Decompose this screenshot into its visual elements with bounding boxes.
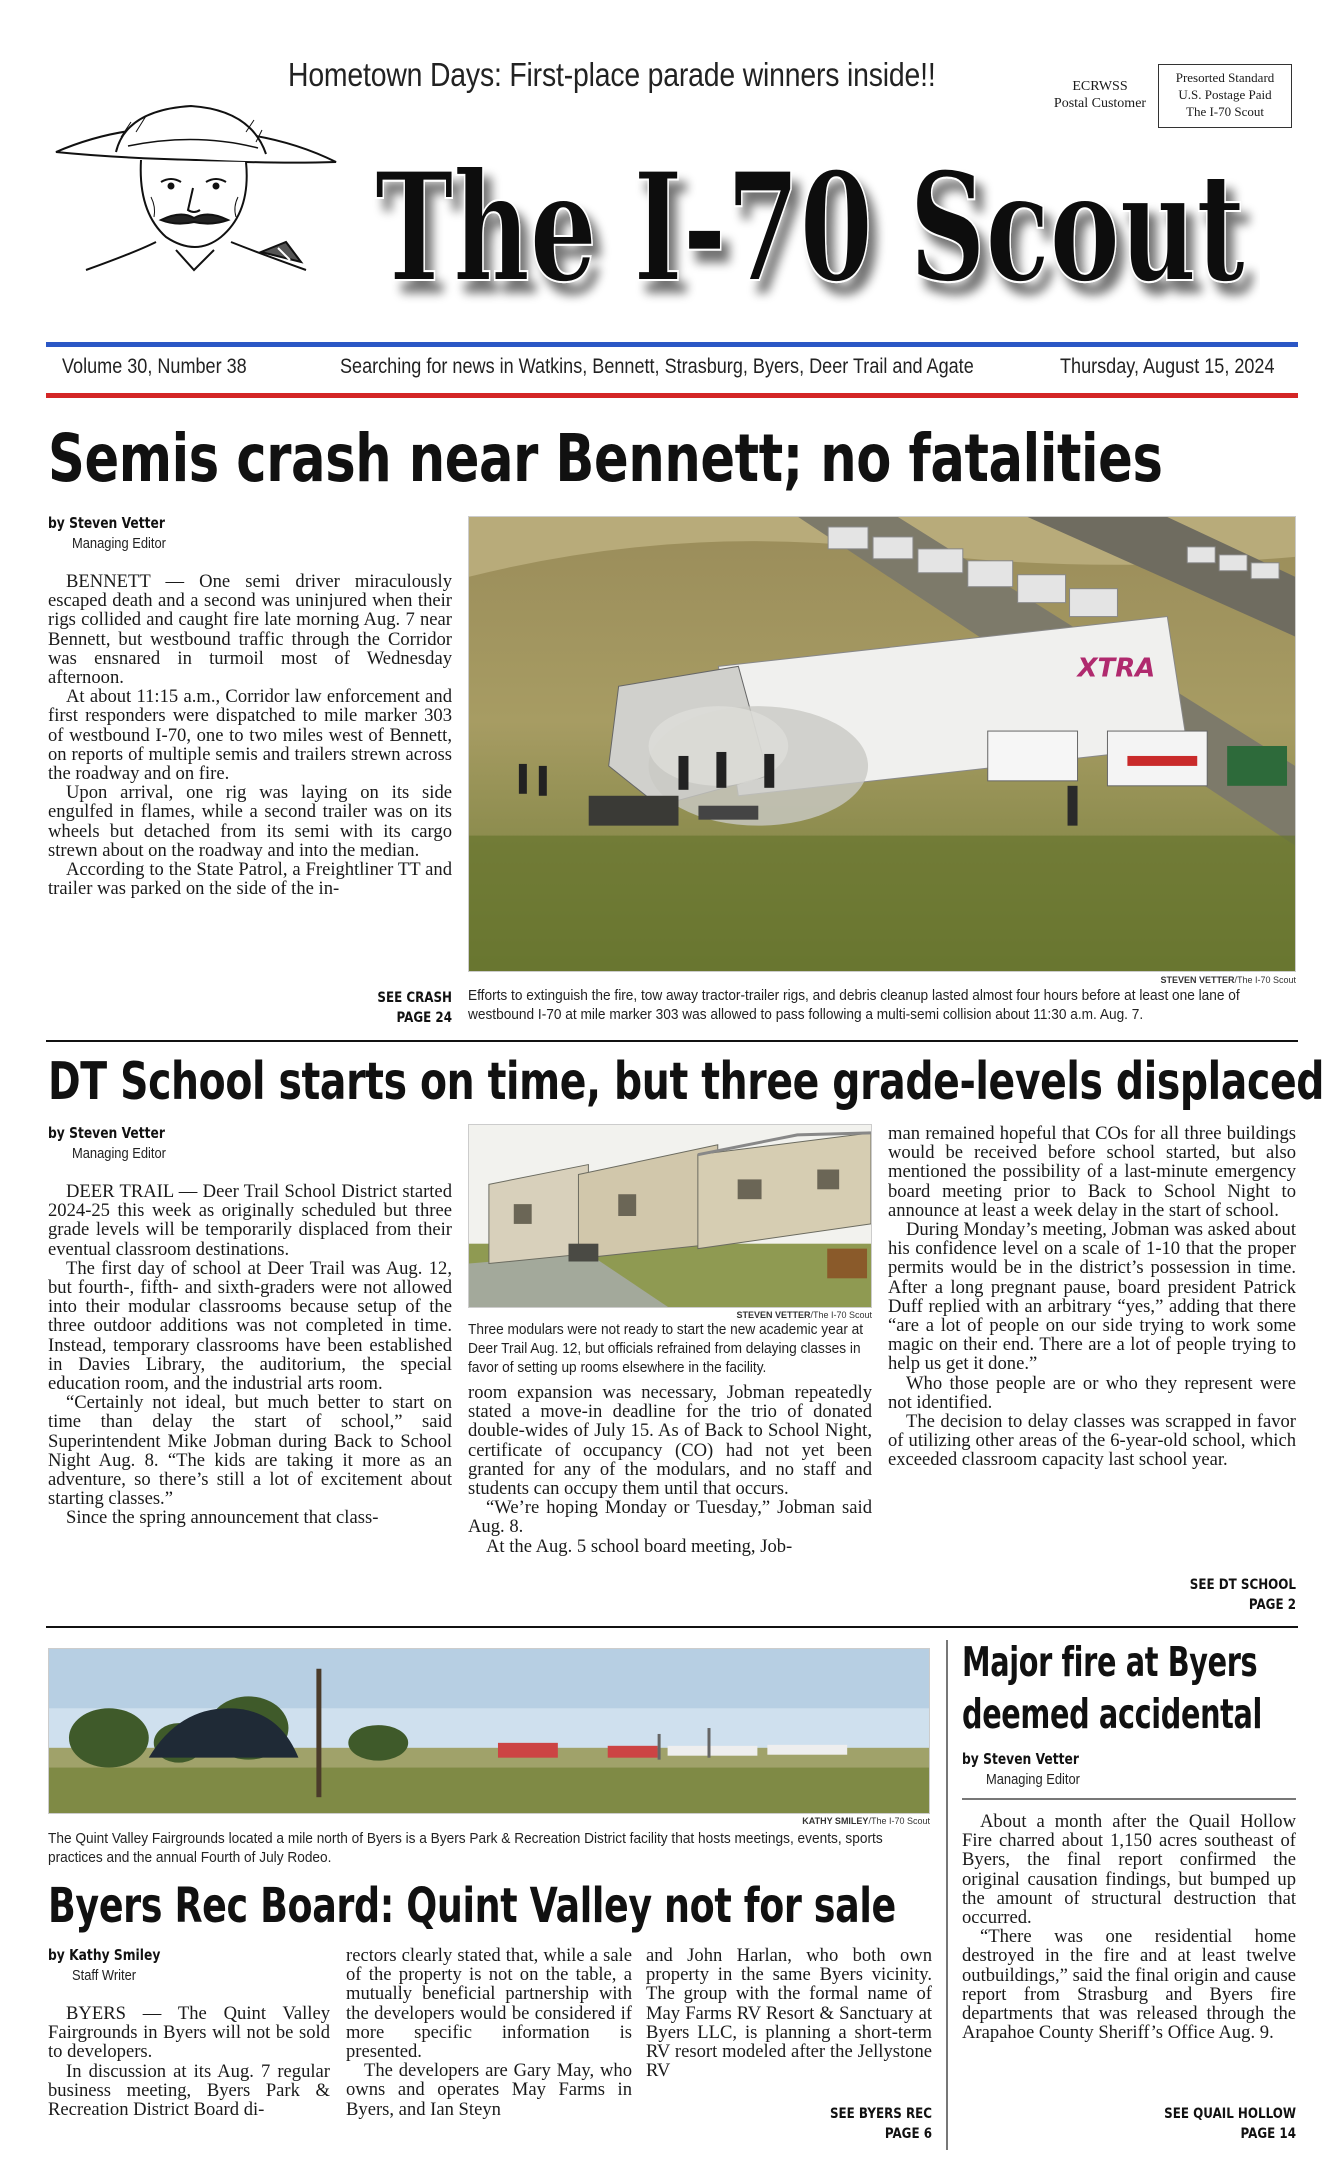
story4-body <box>962 1812 1296 2042</box>
story1-credit-name: STEVEN VETTER <box>1160 975 1235 985</box>
story2-headline: DT School starts on time, but three grade-levels displaced <box>48 1052 1325 1112</box>
postal-customer-line: Postal Customer <box>1053 96 1147 111</box>
story3-photo-credit <box>730 1816 930 1826</box>
story1-photo-credit <box>900 975 1296 985</box>
story2-credit-org: /The I-70 Scout <box>810 1310 872 1320</box>
story1-jump-page: PAGE 24 <box>396 1010 452 1026</box>
story2-jump-see: SEE DT SCHOOL <box>1189 1577 1296 1593</box>
story4-byline: by Steven Vetter <box>962 1750 1079 1768</box>
scout-mascot-illustration <box>46 102 346 272</box>
story3-photo-caption: The Quint Valley Fairgrounds located a mile north of Byers is a Byers Park & Recreation District facility that hosts meetings, events, sports practices and the annual Fourth of July Rodeo. <box>48 1830 883 1866</box>
story1-byline: by Steven Vetter <box>48 514 165 532</box>
newspaper-nameplate <box>360 130 1260 330</box>
story1-paragraph: BENNETT — One semi driver miraculously escaped death and a second was uninjured when their rigs collided and caught fire late morning Aug. 7 near Bennett, but westbound traffic through the Corridor was ensnared in turmoil most of Wednesday afternoon. <box>48 571 452 689</box>
story3-jump-see: SEE BYERS REC <box>829 2106 932 2122</box>
postage-line-1: Presorted Standard <box>1175 70 1275 85</box>
story3-paragraph: rectors clearly stated that, while a sale of the property is not on the table, a mutually beneficial partnership with the developers would be considered if more specific information is presented. <box>346 1945 632 2063</box>
story4-headline-line1: Major fire at Byers <box>962 1638 1258 1686</box>
story3-paragraph: The developers are Gary May, who owns and operates May Farms in Byers, and Ian Steyn <box>346 2060 632 2120</box>
story2-credit-name: STEVEN VETTER <box>736 1310 811 1320</box>
story3-jump-page: PAGE 6 <box>884 2126 932 2142</box>
story2-photo-modulars <box>468 1124 872 1308</box>
story2-paragraph: Who those people are or who they represent were not identified. <box>888 1372 1296 1413</box>
story2-role: Managing Editor <box>72 1145 166 1162</box>
teaser-headline: Hometown Days: First-place parade winners inside!! <box>288 56 936 93</box>
story2-jump-page: PAGE 2 <box>1248 1597 1296 1613</box>
trailer-brand: XTRA <box>1077 653 1156 684</box>
story3-byline: by Kathy Smiley <box>48 1946 161 1964</box>
ecrwss-line: ECRWSS <box>1072 79 1128 94</box>
masthead-rule-red <box>46 393 1298 398</box>
tagline: Searching for news in Watkins, Bennett, Strasburg, Byers, Deer Trail and Agate <box>340 355 974 378</box>
story4-paragraph: “There was one residential home destroyed in the fire and at least twelve outbuildings,” said the final origin and cause report from Strasburg and Byers fire departments that was released through the Arapahoe County Sheriff’s Office Aug. 9. <box>962 1926 1296 2044</box>
column-divider <box>946 1640 948 2150</box>
story4-jump-page: PAGE 14 <box>1240 2126 1296 2142</box>
story3-col1 <box>48 2004 330 2119</box>
story2-photo-credit <box>668 1310 872 1320</box>
story2-paragraph: man remained hopeful that COs for all three buildings would be received before school started, but also mentioned the possibility of a last-minute emergency board meeting prior to Back to School Night to announce at least a week delay in the start of school. <box>888 1123 1296 1221</box>
story2-paragraph: “Certainly not ideal, but much better to start on time than delay the start of school,” said Superintendent Mike Jobman during Back to School Night Aug. 8. “The kids are taking it more as an adventure, so there’s still a lot of excitement about starting classes.” <box>48 1392 452 1510</box>
story3-paragraph: and John Harlan, who both own property in the same Byers vicinity. The group with the formal name of May Farms RV Resort & Sanctuary at Byers LLC, is planning a short-term RV resort modeled after the Jellystone RV <box>646 1945 932 2082</box>
story3-credit-org: /The I-70 Scout <box>868 1816 930 1826</box>
story4-jump-see: SEE QUAIL HOLLOW <box>1164 2106 1296 2122</box>
ecrwss-notice <box>1040 78 1160 112</box>
story3-credit-name: KATHY SMILEY <box>802 1816 869 1826</box>
masthead-info-bar <box>46 352 1298 388</box>
postage-line-2: U.S. Postage Paid <box>1178 87 1272 102</box>
story1-role: Managing Editor <box>72 535 166 552</box>
story1-paragraph: At about 11:15 a.m., Corridor law enforcement and first responders were dispatched to mile marker 303 of westbound I-70, one to two miles west of Bennett, on reports of multiple semis and trailers strewn across the roadway and on fire. <box>48 686 452 785</box>
story2-photo-caption: Three modulars were not ready to start the new academic year at Deer Trail Aug. 12, but officials refrained from delaying classes in favor of setting up rooms elsewhere in the facility. <box>468 1321 864 1376</box>
story3-photo-fairgrounds <box>48 1648 930 1814</box>
story3-role: Staff Writer <box>72 1967 137 1984</box>
volume-number: Volume 30, Number 38 <box>62 355 247 378</box>
story1-jump[interactable] <box>282 988 452 1028</box>
issue-date: Thursday, August 15, 2024 <box>1060 355 1275 378</box>
story1-photo-caption: Efforts to extinguish the fire, tow away tractor-trailer rigs, and debris cleanup lasted almost four hours before at least one lane of westbound I-70 at mile marker 303 was allowed to pass following a multi-semi collision about 11:30 a.m. Aug. 7. <box>468 987 1240 1023</box>
story1-body <box>48 572 452 898</box>
story2-col2 <box>468 1383 872 1556</box>
story1-jump-see: SEE CRASH <box>377 990 452 1006</box>
story2-col3 <box>888 1124 1296 1470</box>
story4-rule <box>962 1798 1296 1800</box>
story1-photo-semi-crash <box>468 516 1296 972</box>
story3-paragraph: In discussion at its Aug. 7 regular business meeting, Byers Park & Recreation District Board di- <box>48 2060 330 2121</box>
story3-col2 <box>346 1946 632 2119</box>
story2-jump[interactable] <box>1126 1575 1296 1615</box>
story2-paragraph: DEER TRAIL — Deer Trail School District started 2024-25 this week as originally scheduled but three grade levels will be temporarily displaced from their eventual classroom destinations. <box>48 1181 452 1260</box>
story1-credit-org: /The I-70 Scout <box>1234 975 1296 985</box>
story3-paragraph: BYERS — The Quint Valley Fairgrounds in Byers will not be sold to developers. <box>48 2003 330 2063</box>
story2-paragraph: “We’re hoping Monday or Tuesday,” Jobman said Aug. 8. <box>468 1497 872 1538</box>
story3-headline: Byers Rec Board: Quint Valley not for sale <box>48 1878 896 1934</box>
story4-role: Managing Editor <box>986 1771 1080 1788</box>
section-divider <box>46 1626 1298 1628</box>
story2-paragraph: room expansion was necessary, Jobman repeatedly stated a move-in deadline for the trio of donated double-wides of July 15. As of Back to School Night, certificate of occupancy (CO) had not yet been granted for any of the modulars, and no staff and students can occupy them until that occurs. <box>468 1382 872 1500</box>
section-divider <box>46 1040 1298 1042</box>
story3-col3 <box>646 1946 932 2080</box>
postage-line-3: The I-70 Scout <box>1186 104 1264 119</box>
story1-paragraph: According to the State Patrol, a Freightliner TT and trailer was parked on the side of the in- <box>48 859 452 900</box>
story4-headline-line2: deemed accidental <box>962 1690 1263 1738</box>
story2-paragraph: The decision to delay classes was scrapped in favor of utilizing other areas of the 6-year-old school, which exceeded classroom capacity last school year. <box>888 1411 1296 1471</box>
story3-jump[interactable] <box>762 2104 932 2144</box>
story2-col1 <box>48 1182 452 1528</box>
postage-indicia <box>1158 64 1292 128</box>
story2-byline: by Steven Vetter <box>48 1124 165 1142</box>
story1-headline: Semis crash near Bennett; no fatalities <box>48 420 1163 497</box>
story4-jump[interactable] <box>1126 2104 1296 2144</box>
story2-paragraph: At the Aug. 5 school board meeting, Job- <box>486 1535 793 1557</box>
nameplate-title: The I-70 Scout <box>375 140 1245 316</box>
masthead-rule-blue <box>46 342 1298 347</box>
story2-paragraph: Since the spring announcement that class- <box>66 1507 379 1529</box>
story4-paragraph: About a month after the Quail Hollow Fire charred about 1,150 acres southeast of Byers, the final report confirmed the original causation findings, but bumped up the amount of structural destruction that occurred. <box>962 1811 1296 1929</box>
story1-paragraph: Upon arrival, one rig was laying on its side engulfed in flames, while a second trailer was on its wheels but detached from its semi with its cargo strewn about on the roadway and into the median. <box>48 782 452 861</box>
story2-paragraph: During Monday’s meeting, Jobman was asked about his confidence level on a scale of 1-10 that the proper permits would be in the district’s possession in time. After a long pregnant pause, board president Patrick Duff replied with an arbitrary “yes,” adding that there “are a lot of people on our side trying to work some magic on their end. There are a lot of people trying to help us get it done.” <box>888 1219 1296 1375</box>
story2-paragraph: The first day of school at Deer Trail was Aug. 12, but fourth-, fifth- and sixth-graders were not allowed into their modular classrooms because setup of the three outdoor additions was not completed in time. Instead, temporary classrooms have been established in Davies Library, the auditorium, the special education room, and the industrial arts room. <box>48 1257 452 1395</box>
